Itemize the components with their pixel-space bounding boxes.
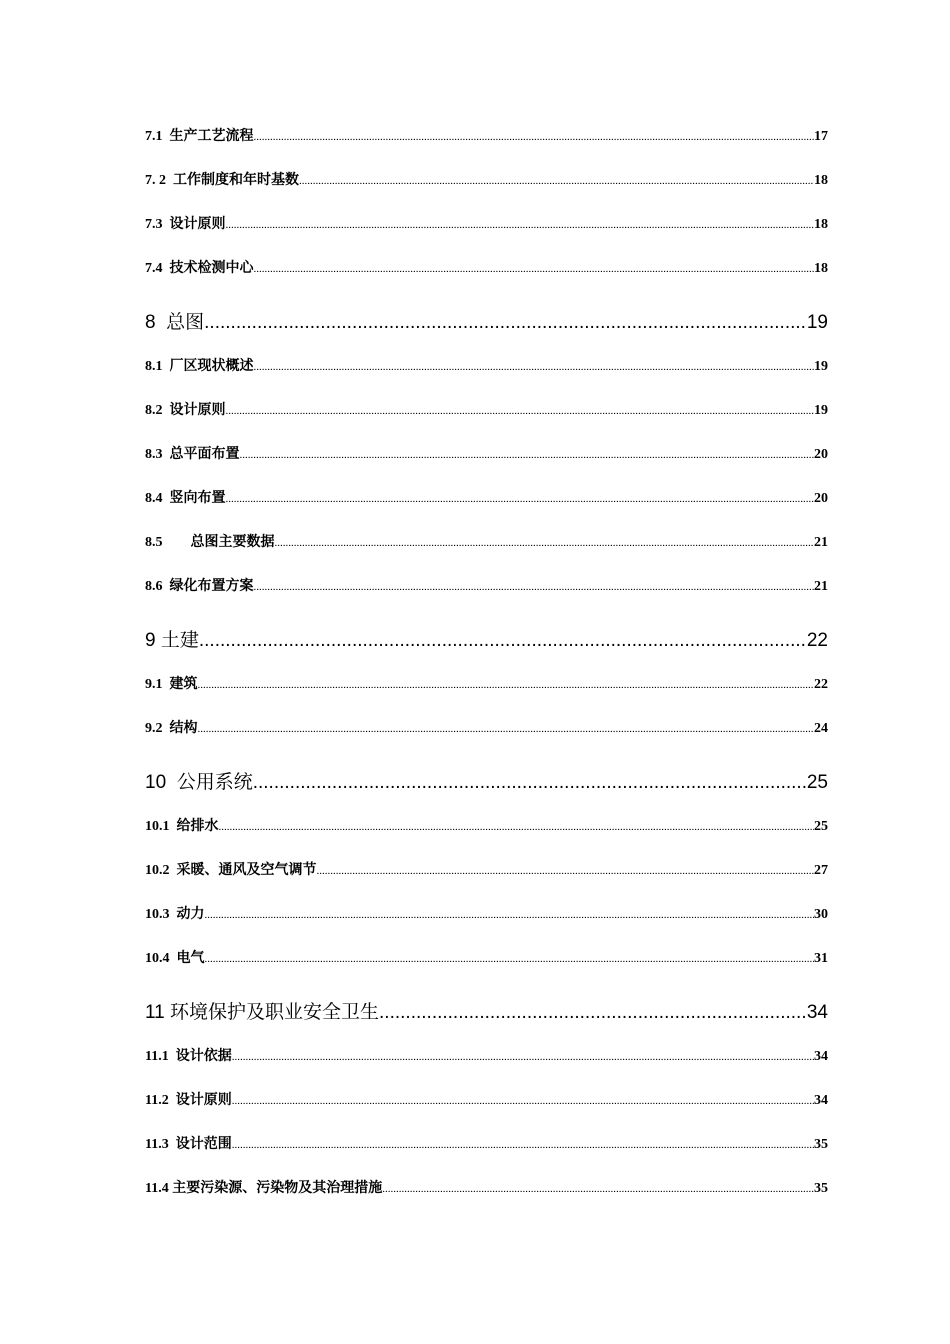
toc-section-entry[interactable] (145, 1135, 828, 1155)
toc-leader-dots (379, 1000, 807, 1026)
toc-section-entry[interactable] (145, 1179, 828, 1199)
toc-entry-spacer (163, 401, 170, 421)
toc-entry-number: 11.1 (145, 1049, 169, 1064)
toc-entry-title: 总图 (166, 312, 205, 333)
toc-entry-title: 生产工艺流程 (169, 129, 254, 144)
toc-entry-title: 总图主要数据 (190, 535, 275, 550)
toc-page-number: 20 (814, 491, 828, 506)
toc-page-number: 19 (814, 403, 828, 418)
toc-entry-number: 11 (145, 1002, 165, 1023)
toc-entry-title: 设计依据 (175, 1049, 232, 1064)
toc-entry-spacer (170, 949, 177, 969)
toc-chapter-entry[interactable] (145, 310, 828, 336)
toc-section-entry[interactable] (145, 259, 828, 279)
toc-leader-dots (254, 259, 815, 279)
toc-entry-title: 设计范围 (175, 1137, 232, 1152)
toc-entry-number: 8.2 (145, 403, 163, 418)
toc-entry-number: 8.6 (145, 579, 163, 594)
toc-section-entry[interactable] (145, 401, 828, 421)
toc-leader-dots (254, 577, 815, 597)
toc-entry-spacer (163, 259, 170, 279)
toc-leader-dots (204, 310, 807, 336)
toc-chapter-entry[interactable] (145, 770, 828, 796)
toc-entry-title: 厂区现状概述 (169, 359, 254, 374)
toc-entry-number: 8.5 (145, 535, 163, 550)
toc-entry-spacer (170, 905, 177, 925)
toc-section-entry[interactable] (145, 1091, 828, 1111)
toc-section-entry[interactable] (145, 127, 828, 147)
toc-section-entry[interactable] (145, 949, 828, 969)
toc-entry-title: 公用系统 (176, 772, 253, 793)
toc-entry-spacer (169, 1047, 176, 1067)
toc-entry-spacer (169, 1135, 176, 1155)
toc-page-number: 22 (814, 677, 828, 692)
toc-entry-spacer (170, 817, 177, 837)
toc-leader-dots (205, 949, 815, 969)
toc-entry-spacer (156, 310, 167, 336)
toc-entry-spacer (163, 127, 170, 147)
toc-entry-number: 8.3 (145, 447, 163, 462)
toc-entry-spacer (163, 489, 170, 509)
toc-section-entry[interactable] (145, 445, 828, 465)
toc-entry-spacer (163, 533, 191, 553)
toc-entry-title: 电气 (176, 951, 205, 966)
toc-entry-title: 绿化布置方案 (169, 579, 254, 594)
toc-entry-title: 竖向布置 (169, 491, 226, 506)
toc-entry-spacer (163, 215, 170, 235)
toc-entry-title: 结构 (169, 721, 198, 736)
toc-entry-number: 8 (145, 312, 156, 333)
toc-page-number: 18 (814, 261, 828, 276)
toc-section-entry[interactable] (145, 905, 828, 925)
toc-entry-number: 10.3 (145, 907, 170, 922)
toc-page-number: 25 (814, 819, 828, 834)
toc-leader-dots (254, 357, 815, 377)
toc-entry-title: 设计原则 (169, 403, 226, 418)
toc-leader-dots (198, 719, 815, 739)
toc-leader-dots (226, 215, 815, 235)
toc-section-entry[interactable] (145, 817, 828, 837)
toc-entry-title: 总平面布置 (169, 447, 240, 462)
toc-page-number: 19 (806, 312, 828, 333)
toc-entry-number: 7.4 (145, 261, 163, 276)
toc-entry-number: 8.4 (145, 491, 163, 506)
toc-leader-dots (254, 127, 815, 147)
toc-entry-spacer (163, 577, 170, 597)
toc-entry-number: 9.1 (145, 677, 163, 692)
toc-page-number: 31 (814, 951, 828, 966)
toc-entry-title: 土建 (160, 630, 199, 651)
toc-leader-dots (253, 770, 807, 796)
toc-page-number: 35 (814, 1181, 828, 1196)
toc-entry-spacer (169, 1091, 176, 1111)
toc-entry-title: 环境保护及职业安全卫生 (170, 1002, 380, 1023)
toc-entry-number: 7. 2 (145, 173, 166, 188)
toc-section-entry[interactable] (145, 357, 828, 377)
toc-page-number: 34 (814, 1049, 828, 1064)
toc-leader-dots (275, 533, 815, 553)
toc-page-number: 24 (814, 721, 828, 736)
toc-leader-dots (232, 1135, 814, 1155)
toc-section-entry[interactable] (145, 1047, 828, 1067)
toc-leader-dots (382, 1179, 814, 1199)
toc-page-number: 17 (814, 129, 828, 144)
toc-page-number: 21 (814, 579, 828, 594)
toc-section-entry[interactable] (145, 675, 828, 695)
toc-entry-title: 给排水 (176, 819, 219, 834)
toc-chapter-entry[interactable] (145, 628, 828, 654)
toc-page-number: 34 (814, 1093, 828, 1108)
toc-entry-spacer (163, 675, 170, 695)
toc-leader-dots (299, 171, 814, 191)
toc-entry-title: 动力 (176, 907, 205, 922)
toc-entry-title: 建筑 (169, 677, 198, 692)
toc-leader-dots (205, 905, 815, 925)
toc-leader-dots (226, 401, 815, 421)
toc-page-number: 27 (814, 863, 828, 878)
toc-entry-number: 11.4 (145, 1181, 169, 1196)
toc-entry-spacer (166, 171, 173, 191)
toc-entry-number: 10 (145, 772, 167, 793)
toc-leader-dots (232, 1047, 814, 1067)
toc-page-number: 18 (814, 217, 828, 232)
toc-leader-dots (240, 445, 815, 465)
toc-page-number: 20 (814, 447, 828, 462)
toc-section-entry[interactable] (145, 861, 828, 881)
toc-page-number: 21 (814, 535, 828, 550)
toc-entry-title: 设计原则 (175, 1093, 232, 1108)
toc-entry-number: 9 (145, 630, 156, 651)
toc-page-number: 30 (814, 907, 828, 922)
toc-page-number: 18 (814, 173, 828, 188)
toc-entry-title: 技术检测中心 (169, 261, 254, 276)
toc-chapter-entry[interactable] (145, 1000, 828, 1026)
toc-entry-spacer (163, 357, 170, 377)
toc-section-entry[interactable] (145, 533, 828, 553)
toc-entry-spacer (163, 719, 170, 739)
toc-section-entry[interactable] (145, 577, 828, 597)
toc-page-number: 35 (814, 1137, 828, 1152)
toc-entry-title: 工作制度和年时基数 (173, 173, 299, 188)
toc-page-number: 34 (806, 1002, 828, 1023)
toc-leader-dots (219, 817, 815, 837)
toc-entry-number: 7.1 (145, 129, 163, 144)
toc-leader-dots (317, 861, 815, 881)
toc-entry-number: 11.2 (145, 1093, 169, 1108)
toc-leader-dots (232, 1091, 814, 1111)
toc-entry-title: 设计原则 (169, 217, 226, 232)
toc-entry-number: 9.2 (145, 721, 163, 736)
toc-section-entry[interactable] (145, 719, 828, 739)
toc-entry-number: 7.3 (145, 217, 163, 232)
toc-page-number: 22 (806, 630, 828, 651)
toc-entry-spacer (166, 770, 177, 796)
toc-leader-dots (199, 628, 807, 654)
toc-entry-title: 主要污染源、污染物及其治理措施 (172, 1181, 383, 1196)
toc-section-entry[interactable] (145, 171, 828, 191)
toc-entry-number: 8.1 (145, 359, 163, 374)
toc-section-entry[interactable] (145, 215, 828, 235)
toc-page-number: 19 (814, 359, 828, 374)
toc-entry-number: 10.4 (145, 951, 170, 966)
toc-entry-number: 11.3 (145, 1137, 169, 1152)
toc-entry-number: 10.1 (145, 819, 170, 834)
toc-leader-dots (226, 489, 815, 509)
toc-leader-dots (198, 675, 815, 695)
toc-entry-title: 采暖、通风及空气调节 (176, 863, 317, 878)
toc-page-number: 25 (806, 772, 828, 793)
toc-entry-spacer (163, 445, 170, 465)
toc-section-entry[interactable] (145, 489, 828, 509)
toc-entry-number: 10.2 (145, 863, 170, 878)
toc-entry-spacer (170, 861, 177, 881)
